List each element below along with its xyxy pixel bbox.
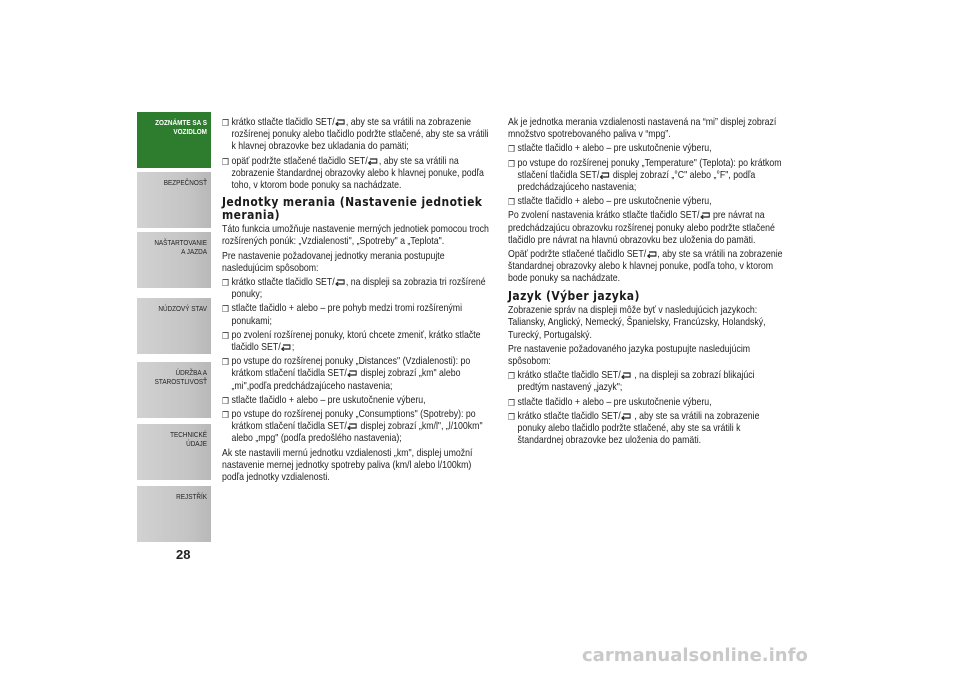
tab-udrzba-a-starostlivost[interactable]: ÚDRŽBA A STAROSTLIVOSŤ (137, 362, 211, 420)
tab-zoznamte-sa-s-vozidlom[interactable]: ZOZNÁMTE SA S VOZIDLOM (137, 112, 211, 170)
tab-nastartovanie-a-jazda[interactable]: NAŠTARTOVANIE A JAZDA (137, 232, 211, 290)
return-icon (347, 422, 358, 430)
list-item: ❒ krátko stlačte tlačidlo SET/ , na displeji sa zobrazí blikajúci predtým nastavený „jazyk"; (508, 370, 787, 394)
tab-nudzovy-stav[interactable]: NÚDZOVÝ STAV (137, 298, 211, 356)
list-item: ❒ krátko stlačte tlačidlo SET/ , aby ste sa vrátili na zobrazenie rozšírenej ponuky alebo tlačidlo podržte stlačené, aby ste sa vrátili k hlavnej obrazovke bez ukladania do pamäti; (222, 117, 493, 154)
paragraph: Pre nastavenie požadovaného jazyka postupujte nasledujúcim spôsobom: (508, 343, 751, 367)
return-icon (281, 343, 292, 351)
list-item: ❒ stlačte tlačidlo + alebo – pre uskutočnenie výberu, (508, 143, 787, 155)
return-icon (646, 250, 657, 258)
return-icon (599, 171, 610, 179)
list-item: ❒ po vstupe do rozšírenej ponuky „Consumptions" (Spotreby): po krátkom stlačení tlačidla SET/ displej zobrazí „km/l", „l/100km" alebo „mpg" (podľa predošlého nastavenia); (222, 409, 493, 446)
paragraph: Táto funkcia umožňuje nastavenie merných jednotiek pomocou troch rozšírených ponúk: „Vzdialenosti", „Spotreby" a „Teplota". (222, 224, 489, 248)
list-item: ❒ stlačte tlačidlo + alebo – pre pohyb medzi tromi rozšírenými ponukami; (222, 303, 493, 327)
return-icon (368, 157, 379, 165)
tab-bezpecnost[interactable]: BEZPEČNOSŤ (137, 172, 211, 230)
section-heading-language: Jazyk (Výber jazyka) (508, 287, 640, 303)
paragraph: Zobrazenie správ na displeji môže byť v nasledujúcich jazykoch: Taliansky, Anglický, Nemecký, Španielsky, Francúzsky, Holandský, Turecký, Portugalský. (508, 305, 766, 341)
paragraph: Ak je jednotka merania vzdialenosti nastavená na “mi” displej zobrazí množstvo spotrebovaného paliva v “mpg”. (508, 117, 777, 141)
return-icon (335, 278, 346, 286)
watermark: carmanualsonline.info (582, 645, 808, 666)
chapter-sidebar (137, 112, 211, 542)
page-number: 28 (176, 547, 191, 562)
right-column (508, 117, 788, 449)
return-icon (621, 371, 632, 379)
paragraph: Opäť podržte stlačené tlačidlo SET/ , aby ste sa vrátili na zobrazenie štandardnej obrazovky alebo k hlavnej ponuke, podľa toho, v ktorom bode ponuky sa nachádzate. (508, 249, 783, 285)
return-icon (699, 211, 710, 219)
return-icon (347, 369, 358, 377)
section-heading-units: Jednotky merania (Nastavenie jednotiek merania) (222, 194, 483, 222)
list-item: ❒ stlačte tlačidlo + alebo – pre uskutočnenie výberu, (508, 397, 787, 409)
list-item: ❒ po vstupe do rozšírenej ponuky „Distances" (Vzdialenosti): po krátkom stlačení tlačidla SET/ displej zobrazí „km" alebo „mi",podľa predchádzajúceho nastavenia; (222, 356, 493, 393)
return-icon (621, 412, 632, 420)
list-item: ❒ krátko stlačte tlačidlo SET/ , aby ste sa vrátili na zobrazenie ponuky alebo tlačidlo podržte stlačené, aby ste sa vrátili k štandardnej obrazovke bez uloženia do pamäti. (508, 411, 787, 448)
paragraph: Po zvolení nastavenia krátko stlačte tlačidlo SET/ pre návrat na predchádzajúcu obrazovku rozšírenej ponuky alebo podržte stlačené tlačidlo pre návrat na hlavnú obrazovku bez uloženia do pamäti. (508, 210, 775, 246)
tab-rejstrik[interactable]: REJSTŘÍK (137, 486, 211, 544)
list-item: ❒ krátko stlačte tlačidlo SET/ , na displeji sa zobrazia tri rozšírené ponuky; (222, 277, 493, 301)
list-item: ❒ po vstupe do rozšírenej ponuky „Temperature" (Teplota): po krátkom stlačení tlačidla SET/ displej zobrazí „°C" alebo „°F", podľa predchádzajúceho nastavenia; (508, 158, 787, 195)
paragraph: Pre nastavenie požadovanej jednotky merania postupujte nasledujúcim spôsobom: (222, 250, 445, 274)
list-item: ❒ opäť podržte stlačené tlačidlo SET/ , aby ste sa vrátili na zobrazenie štandardnej obrazovky alebo k hlavnej ponuke, podľa toho, v ktorom bode ponuky sa nachádzate. (222, 156, 493, 193)
tab-technicke-udaje[interactable]: TECHNICKÉ ÚDAJE (137, 424, 211, 482)
list-item: ❒ stlačte tlačidlo + alebo – pre uskutočnenie výberu, (508, 196, 787, 208)
list-item: ❒ stlačte tlačidlo + alebo – pre uskutočnenie výberu, (222, 395, 493, 407)
paragraph: Ak ste nastavili mernú jednotku vzdialenosti „km", displej umožní nastavenie mernej jednotky spotreby paliva (km/l alebo l/100km) podľa jednotky vzdialenosti. (222, 447, 473, 484)
return-icon (335, 118, 346, 126)
list-item: ❒ po zvolení rozšírenej ponuky, ktorú chcete zmeniť, krátko stlačte tlačidlo SET/ ; (222, 330, 493, 354)
left-column (222, 117, 494, 486)
